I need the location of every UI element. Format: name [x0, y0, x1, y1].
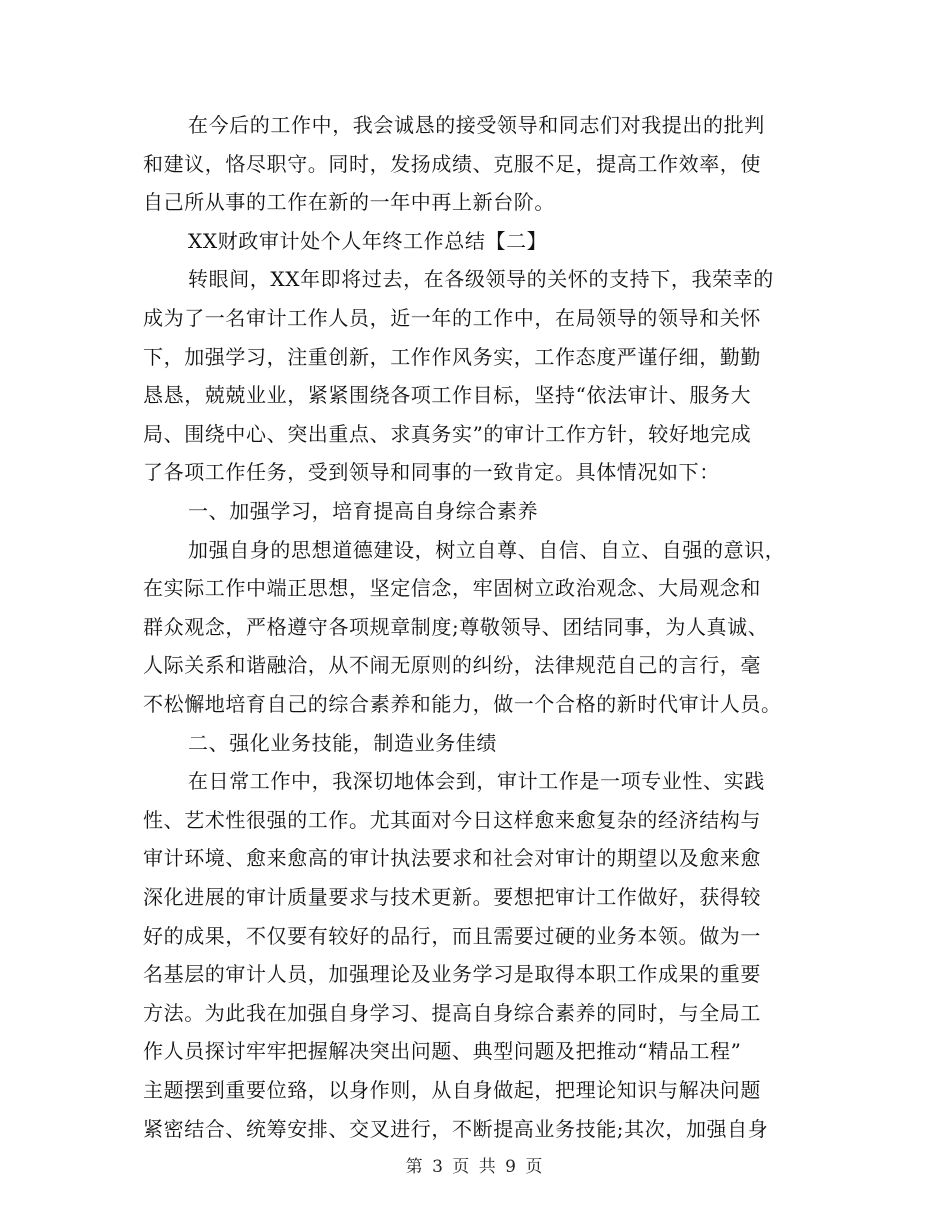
paragraph-line: 成为了一名审计工作人员，近一年的工作中，在局领导的领导和关怀 — [143, 306, 761, 330]
page-footer: 第 3 页 共 9 页 — [405, 1157, 545, 1177]
paragraph-line: 不松懈地培育自己的综合素养和能力，做一个合格的新时代审计人员。 — [143, 692, 782, 716]
paragraph-line: 恳恳，兢兢业业，紧紧围绕各项工作目标，坚持“依法审计、服务大 — [143, 383, 752, 407]
paragraph-line: 在今后的工作中，我会诚恳的接受领导和同志们对我提出的批判 — [188, 113, 765, 137]
paragraph-line: 性、艺术性很强的工作。尤其面对今日这样愈来愈复杂的经济结构与 — [143, 808, 761, 832]
section-heading: 二、强化业务技能，制造业务佳绩 — [188, 731, 497, 755]
paragraph-line: 群众观念，严格遵守各项规章制度;尊敬领导、团结同事，为人真诚、 — [143, 615, 769, 639]
paragraph-line: 和建议，恪尽职守。同时，发扬成绩、克服不足，提高工作效率，使 — [143, 152, 761, 176]
paragraph-line: 在实际工作中端正思想，坚定信念，牢固树立政治观念、大局观念和 — [143, 576, 761, 600]
paragraph-line: 加强自身的思想道德建设，树立自尊、自信、自立、自强的意识， — [188, 538, 786, 562]
paragraph-line: 方法。为此我在加强自身学习、提高自身综合素养的同时，与全局工 — [143, 1001, 761, 1025]
paragraph-line: 在日常工作中，我深切地体会到，审计工作是一项专业性、实践 — [188, 769, 765, 793]
paragraph-line: 好的成果，不仅要有较好的品行，而且需要过硬的业务本领。做为一 — [143, 924, 761, 948]
paragraph-line: 作人员探讨牢牢把握解决突出问题、典型问题及把推动“精品工程” — [143, 1039, 742, 1063]
paragraph-line: 转眼间，XX年即将过去，在各级领导的关怀的支持下，我荣幸的 — [188, 267, 774, 291]
paragraph-line: 局、围绕中心、突出重点、求真务实”的审计工作方针，较好地完成 — [143, 422, 752, 446]
paragraph-line: 名基层的审计人员，加强理论及业务学习是取得本职工作成果的重要 — [143, 962, 761, 986]
paragraph-line: 主题摆到重要位臵，以身作则，从自身做起，把理论知识与解决问题 — [143, 1078, 761, 1102]
section-title: XX财政审计处个人年终工作总结【二】 — [188, 229, 548, 253]
paragraph-line: 自己所从事的工作在新的一年中再上新台阶。 — [143, 190, 555, 214]
paragraph-line: 了各项工作任务，受到领导和同事的一致肯定。具体情况如下： — [143, 460, 720, 484]
section-heading: 一、加强学习，培育提高自身综合素养 — [188, 499, 539, 523]
paragraph-line: 深化进展的审计质量要求与技术更新。要想把审计工作做好，获得较 — [143, 885, 761, 909]
paragraph-line: 紧密结合、统筹安排、交叉进行，不断提高业务技能;其次，加强自身 — [143, 1117, 769, 1141]
paragraph-line: 审计环境、愈来愈高的审计执法要求和社会对审计的期望以及愈来愈 — [143, 846, 761, 870]
paragraph-line: 下，加强学习，注重创新，工作作风务实，工作态度严谨仔细，勤勤 — [143, 345, 761, 369]
paragraph-line: 人际关系和谐融洽，从不闹无原则的纠纷，法律规范自己的言行，毫 — [143, 653, 761, 677]
